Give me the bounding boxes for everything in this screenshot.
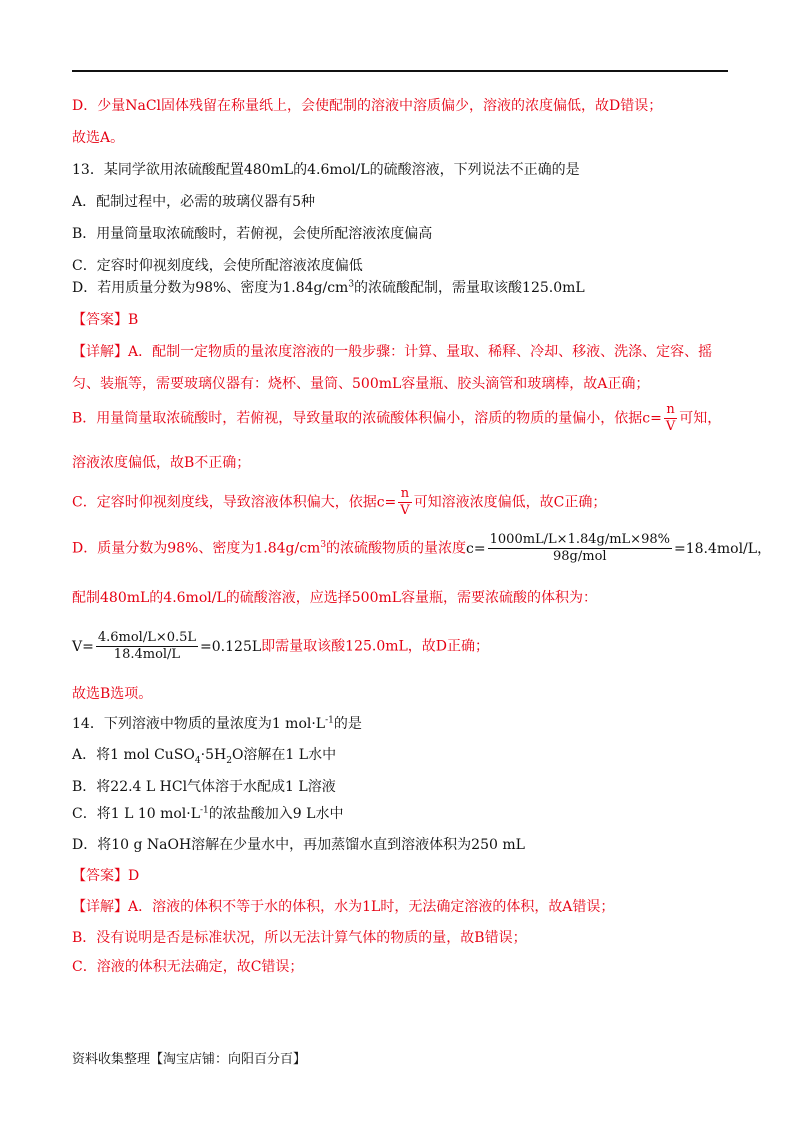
- q14-answer: 【答案】D: [72, 868, 140, 884]
- q13-explanation-a-line2: 匀、装瓶等，需要玻璃仪器有：烧杯、量筒、500mL容量瓶、胶头滴管和玻璃棒，故A正确；: [72, 376, 650, 392]
- q14-stem-post: 的是: [333, 716, 362, 732]
- q13-explanation-d: [72, 532, 771, 565]
- q14-stem-pre: 14．下列溶液中物质的量浓度为1 mol·L: [72, 716, 326, 732]
- q14-explanation-b: B．没有说明是否是标准状况，所以无法计算气体的物质的量，故B错误；: [72, 930, 527, 946]
- q13-explanation-b-text: B．用量筒量取浓硫酸时，若俯视，导致量取的浓硫酸体积偏小，溶质的物质的量偏小，依据: [72, 410, 643, 427]
- volume-numerator: 4.6mol/L×0.5L: [97, 630, 197, 645]
- conc-c-eq: c=: [466, 540, 486, 557]
- volume-formula: [72, 630, 262, 662]
- prev-conclusion: 故选A。: [72, 130, 125, 146]
- formula-c-eq: c=: [642, 410, 662, 427]
- page-footer: 资料收集整理【淘宝店铺：向阳百分百】: [72, 1052, 307, 1067]
- conc-denominator: 98g/mol: [553, 549, 607, 564]
- formula-c-eq: c=: [376, 494, 397, 511]
- volume-fraction: [96, 630, 198, 663]
- q14-option-a-pre: A．将1 mol CuSO: [72, 747, 195, 763]
- q13-option-d: [72, 279, 585, 297]
- q13-explanation-d-sup: 3: [320, 539, 327, 550]
- q14-option-b: B．将22.4 L HCl气体溶于水配成1 L溶液: [72, 779, 336, 795]
- q14-option-c-post: 的浓盐酸加入9 L水中: [208, 806, 344, 822]
- q14-explanation-c: C．溶液的体积无法确定，故C错误；: [72, 959, 304, 975]
- fraction-numerator: n: [664, 402, 677, 419]
- conc-fraction: [488, 532, 672, 565]
- q14-option-a-sub2: 2: [226, 755, 232, 766]
- fraction-n-over-v: [664, 402, 677, 435]
- q13-stem: 13．某同学欲用浓硫酸配置480mL的4.6mol/L的硫酸溶液，下列说法不正确的是: [72, 162, 580, 178]
- q13-explanation-b-post: 可知，: [679, 410, 722, 427]
- header-rule: [72, 70, 728, 72]
- q14-option-a-sub1: 4: [194, 755, 201, 766]
- q13-option-a: A．配制过程中，必需的玻璃仪器有5种: [72, 194, 316, 210]
- q13-explanation-d-pre: D．质量分数为98%、密度为1.84g/cm: [72, 540, 321, 557]
- q14-option-a-mid: ·5H: [200, 747, 227, 763]
- q14-option-c: [72, 805, 343, 823]
- q13-explanation-c-post: 可知溶液浓度偏低，故C正确；: [413, 494, 607, 511]
- q13-explanation-d-mid: 的浓硫酸物质的量浓度: [326, 540, 467, 557]
- q14-option-c-sup: -1: [200, 805, 209, 816]
- q14-stem-sup: -1: [325, 715, 334, 726]
- q13-explanation-b-line2: 溶液浓度偏低，故B不正确；: [72, 455, 251, 471]
- q13-explanation-d-line2: 配制480mL的4.6mol/L的硫酸溶液，应选择500mL容量瓶，需要浓硫酸的体积为：: [72, 590, 598, 606]
- q13-explanation-c: [72, 486, 606, 519]
- q13-explanation-c-text: C．定容时仰视刻度线，导致溶液体积偏大，依据: [72, 494, 377, 511]
- q14-stem: [72, 715, 362, 733]
- conc-numerator: 1000mL/L×1.84g/mL×98%: [489, 532, 670, 547]
- fraction-numerator: n: [398, 486, 411, 503]
- fraction-denominator: V: [400, 503, 410, 518]
- q13-option-d-post: 的浓硫酸配制，需量取该酸125.0mL: [354, 280, 585, 296]
- q14-option-c-pre: C．将1 L 10 mol·L: [72, 806, 201, 822]
- q13-conclusion: 故选B选项。: [72, 686, 153, 702]
- q13-answer: 【答案】B: [72, 312, 139, 328]
- q13-option-d-pre: D．若用质量分数为98%、密度为1.84g/cm: [72, 280, 349, 296]
- volume-result: =0.125L: [200, 638, 262, 655]
- q13-explanation-b: [72, 402, 721, 435]
- q13-option-c: C．定容时仰视刻度线，会使所配溶液浓度偏低: [72, 258, 363, 274]
- q14-option-a-post: O溶解在1 L水中: [231, 747, 337, 763]
- q14-option-d: D．将10 g NaOH溶解在少量水中，再加蒸馏水直到溶液体积为250 mL: [72, 837, 525, 853]
- prev-option-d-explanation: D．少量NaCl固体残留在称量纸上，会使配制的溶液中溶质偏少，溶液的浓度偏低，故D错误；: [72, 98, 663, 114]
- q13-volume-calc: [72, 630, 489, 663]
- q14-option-a: [72, 746, 336, 764]
- fraction-n-over-v: [398, 486, 411, 519]
- q13-explanation-a-line1: 【详解】A．配制一定物质的量浓度溶液的一般步骤：计算、量取、稀释、冷却、移液、洗涤、定容、摇: [72, 344, 713, 360]
- q13-option-b: B．用量筒量取浓硫酸时，若俯视，会使所配溶液浓度偏高: [72, 226, 433, 242]
- conc-result: =18.4mol/L，: [673, 540, 772, 557]
- q13-option-d-sup: 3: [348, 279, 355, 290]
- volume-denominator: 18.4mol/L: [113, 647, 181, 662]
- volume-v-eq: V=: [72, 638, 94, 655]
- volume-post-text: 即需量取该酸125.0mL，故D正确；: [261, 638, 490, 655]
- q14-explanation-a: 【详解】A．溶液的体积不等于水的体积，水为1L时，无法确定溶液的体积，故A错误；: [72, 899, 615, 915]
- fraction-denominator: V: [665, 419, 676, 434]
